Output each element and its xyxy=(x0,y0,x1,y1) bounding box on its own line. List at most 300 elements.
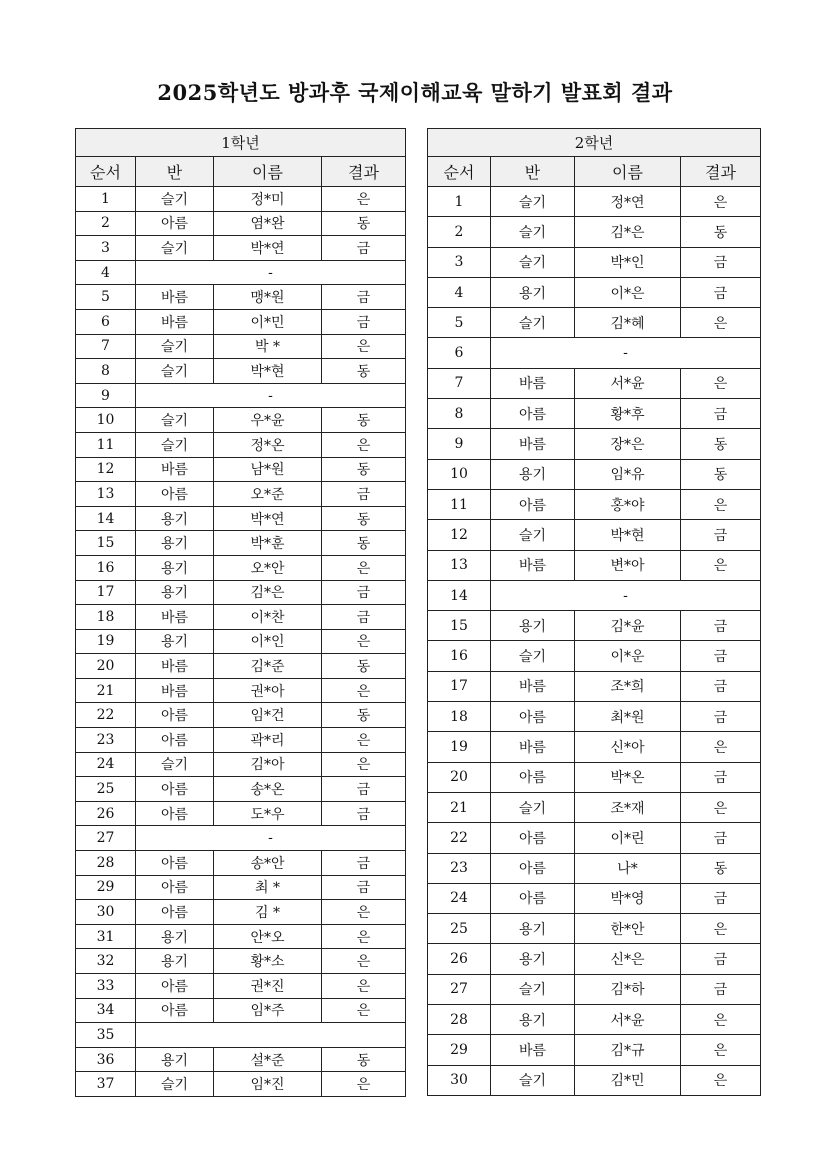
table-row xyxy=(76,924,406,949)
cell-absent: - xyxy=(136,826,406,851)
cell-class: 아름 xyxy=(136,801,214,826)
cell-name: 임*진 xyxy=(214,1072,322,1097)
cell-result: 금 xyxy=(681,399,761,429)
cell-class: 슬기 xyxy=(491,520,575,550)
table-row xyxy=(76,703,406,728)
cell-class: 바름 xyxy=(491,429,575,459)
cell-result: 금 xyxy=(322,777,406,802)
cell-order: 11 xyxy=(76,432,136,457)
table-row xyxy=(76,801,406,826)
cell-order: 13 xyxy=(76,482,136,507)
cell-result: 금 xyxy=(322,875,406,900)
table-row xyxy=(76,900,406,925)
cell-name: 최*원 xyxy=(575,702,681,732)
cell-class: 슬기 xyxy=(491,247,575,277)
table-row xyxy=(428,853,761,883)
cell-result: 은 xyxy=(681,914,761,944)
cell-class: 아름 xyxy=(491,883,575,913)
cell-order: 7 xyxy=(76,334,136,359)
cell-name: 박 * xyxy=(214,334,322,359)
cell-name: 남*원 xyxy=(214,457,322,482)
cell-name: 황*소 xyxy=(214,949,322,974)
cell-result: 은 xyxy=(322,555,406,580)
cell-name: 이*운 xyxy=(575,641,681,671)
cell-class: 바름 xyxy=(136,457,214,482)
cell-order: 12 xyxy=(428,520,491,550)
grade-caption: 2학년 xyxy=(428,129,761,157)
cell-order: 35 xyxy=(76,1023,136,1048)
cell-result: 금 xyxy=(322,309,406,334)
cell-order: 27 xyxy=(76,826,136,851)
cell-order: 16 xyxy=(428,641,491,671)
table-row xyxy=(428,580,761,610)
table-row xyxy=(428,792,761,822)
column-header-name: 이름 xyxy=(214,157,322,187)
table-row xyxy=(428,671,761,701)
table-row xyxy=(76,851,406,876)
cell-name: 곽*리 xyxy=(214,728,322,753)
cell-result: 금 xyxy=(681,247,761,277)
cell-result: 동 xyxy=(681,429,761,459)
cell-class: 용기 xyxy=(136,949,214,974)
cell-class: 아름 xyxy=(491,399,575,429)
cell-order: 11 xyxy=(428,489,491,519)
cell-order: 5 xyxy=(428,308,491,338)
cell-class: 용기 xyxy=(491,277,575,307)
cell-result: 금 xyxy=(322,801,406,826)
cell-result: 은 xyxy=(322,1072,406,1097)
cell-name: 박*온 xyxy=(575,762,681,792)
cell-absent: - xyxy=(136,383,406,408)
cell-order: 19 xyxy=(76,629,136,654)
cell-result: 동 xyxy=(322,211,406,236)
cell-result: 은 xyxy=(681,308,761,338)
cell-name: 도*우 xyxy=(214,801,322,826)
cell-order: 13 xyxy=(428,550,491,580)
cell-name: 권*진 xyxy=(214,974,322,999)
cell-order: 3 xyxy=(76,236,136,261)
cell-name: 김*혜 xyxy=(575,308,681,338)
table-row xyxy=(76,260,406,285)
cell-class: 아름 xyxy=(136,703,214,728)
cell-order: 15 xyxy=(428,611,491,641)
cell-name: 최 * xyxy=(214,875,322,900)
table-row xyxy=(428,399,761,429)
cell-order: 37 xyxy=(76,1072,136,1097)
cell-class: 아름 xyxy=(491,823,575,853)
cell-class: 바름 xyxy=(136,285,214,310)
cell-absent: - xyxy=(136,260,406,285)
cell-class: 아름 xyxy=(136,777,214,802)
cell-result: 동 xyxy=(681,217,761,247)
cell-class: 슬기 xyxy=(136,432,214,457)
table-row xyxy=(76,408,406,433)
cell-name: 김*준 xyxy=(214,654,322,679)
cell-result: 금 xyxy=(681,702,761,732)
cell-order: 36 xyxy=(76,1047,136,1072)
table-row xyxy=(76,309,406,334)
cell-result: 금 xyxy=(681,883,761,913)
cell-result: 은 xyxy=(322,678,406,703)
cell-class: 아름 xyxy=(491,702,575,732)
table-row xyxy=(428,974,761,1004)
cell-class: 아름 xyxy=(136,875,214,900)
cell-name: 이*찬 xyxy=(214,605,322,630)
cell-class: 바름 xyxy=(491,550,575,580)
cell-order: 23 xyxy=(428,853,491,883)
cell-order: 4 xyxy=(428,277,491,307)
cell-class: 바름 xyxy=(136,309,214,334)
cell-name: 박*인 xyxy=(575,247,681,277)
cell-class: 슬기 xyxy=(491,792,575,822)
cell-name: 박*연 xyxy=(214,236,322,261)
cell-order: 14 xyxy=(428,580,491,610)
table-row xyxy=(76,359,406,384)
column-header-result: 결과 xyxy=(681,157,761,187)
cell-result: 은 xyxy=(322,187,406,212)
cell-order: 10 xyxy=(428,459,491,489)
cell-class: 용기 xyxy=(136,531,214,556)
cell-name: 김 * xyxy=(214,900,322,925)
cell-class: 용기 xyxy=(491,914,575,944)
cell-class: 아름 xyxy=(136,482,214,507)
table-row xyxy=(428,489,761,519)
cell-class: 용기 xyxy=(491,611,575,641)
cell-order: 29 xyxy=(76,875,136,900)
cell-order: 7 xyxy=(428,368,491,398)
table-caption-row xyxy=(428,129,761,157)
cell-order: 8 xyxy=(428,399,491,429)
cell-class: 슬기 xyxy=(491,641,575,671)
table-row xyxy=(76,752,406,777)
table-row xyxy=(428,944,761,974)
cell-class: 바름 xyxy=(491,732,575,762)
cell-name: 김*규 xyxy=(575,1035,681,1065)
cell-order: 6 xyxy=(428,338,491,368)
cell-name: 임*유 xyxy=(575,459,681,489)
cell-result: 금 xyxy=(322,285,406,310)
table-row xyxy=(428,702,761,732)
cell-order: 8 xyxy=(76,359,136,384)
cell-order: 20 xyxy=(76,654,136,679)
cell-order: 1 xyxy=(76,187,136,212)
cell-result: 은 xyxy=(322,900,406,925)
cell-name: 김*은 xyxy=(575,217,681,247)
cell-class: 용기 xyxy=(491,1005,575,1035)
cell-order: 18 xyxy=(76,605,136,630)
cell-class: 용기 xyxy=(136,506,214,531)
cell-result: 은 xyxy=(322,728,406,753)
cell-class: 아름 xyxy=(136,728,214,753)
cell-name: 박*연 xyxy=(214,506,322,531)
cell-order: 18 xyxy=(428,702,491,732)
cell-order: 21 xyxy=(76,678,136,703)
cell-class: 슬기 xyxy=(136,1072,214,1097)
cell-order: 5 xyxy=(76,285,136,310)
cell-order: 34 xyxy=(76,998,136,1023)
cell-result: 은 xyxy=(681,368,761,398)
cell-name: 신*은 xyxy=(575,944,681,974)
cell-class: 용기 xyxy=(136,580,214,605)
cell-name: 박*영 xyxy=(575,883,681,913)
cell-order: 2 xyxy=(428,217,491,247)
cell-order: 6 xyxy=(76,309,136,334)
cell-class: 슬기 xyxy=(136,752,214,777)
cell-name: 설*준 xyxy=(214,1047,322,1072)
cell-result: 금 xyxy=(681,641,761,671)
cell-name: 박*훈 xyxy=(214,531,322,556)
column-header-class: 반 xyxy=(136,157,214,187)
cell-name: 맹*원 xyxy=(214,285,322,310)
cell-result: 은 xyxy=(681,792,761,822)
table-row xyxy=(76,211,406,236)
table-row xyxy=(76,1072,406,1097)
table-row xyxy=(428,429,761,459)
cell-order: 23 xyxy=(76,728,136,753)
cell-name: 김*은 xyxy=(214,580,322,605)
cell-name: 홍*야 xyxy=(575,489,681,519)
cell-name: 박*현 xyxy=(575,520,681,550)
cell-absent: - xyxy=(491,338,761,368)
table-row xyxy=(76,875,406,900)
cell-class: 슬기 xyxy=(491,187,575,217)
cell-result: 은 xyxy=(681,187,761,217)
table-row xyxy=(76,334,406,359)
cell-result: 금 xyxy=(681,974,761,1004)
cell-name: 오*안 xyxy=(214,555,322,580)
cell-result: 금 xyxy=(681,762,761,792)
table-row xyxy=(428,823,761,853)
table-row xyxy=(428,338,761,368)
cell-result: 은 xyxy=(681,1005,761,1035)
cell-class: 바름 xyxy=(136,654,214,679)
cell-result: 은 xyxy=(322,752,406,777)
table-row xyxy=(428,217,761,247)
cell-name: 정*미 xyxy=(214,187,322,212)
cell-order: 4 xyxy=(76,260,136,285)
cell-order: 33 xyxy=(76,974,136,999)
cell-name: 김*윤 xyxy=(575,611,681,641)
cell-class: 바름 xyxy=(491,671,575,701)
column-header-row xyxy=(76,157,406,187)
cell-result: 은 xyxy=(322,924,406,949)
table-row xyxy=(76,236,406,261)
cell-name: 조*희 xyxy=(575,671,681,701)
page-title: 2025학년도 방과후 국제이해교육 말하기 발표회 결과 xyxy=(157,80,673,105)
cell-class: 슬기 xyxy=(136,236,214,261)
table-row xyxy=(76,728,406,753)
table-row xyxy=(76,432,406,457)
table-row xyxy=(76,998,406,1023)
table-row xyxy=(428,641,761,671)
cell-name: 이*린 xyxy=(575,823,681,853)
table-caption-row xyxy=(76,129,406,157)
cell-order: 30 xyxy=(76,900,136,925)
table-row xyxy=(76,555,406,580)
table-row xyxy=(428,459,761,489)
cell-name: 김*하 xyxy=(575,974,681,1004)
cell-name: 안*오 xyxy=(214,924,322,949)
cell-result: 금 xyxy=(322,482,406,507)
cell-class: 용기 xyxy=(136,629,214,654)
cell-name: 조*재 xyxy=(575,792,681,822)
cell-order: 14 xyxy=(76,506,136,531)
cell-name: 박*현 xyxy=(214,359,322,384)
cell-class: 아름 xyxy=(136,211,214,236)
cell-name: 권*아 xyxy=(214,678,322,703)
table-row xyxy=(76,531,406,556)
cell-name: 염*완 xyxy=(214,211,322,236)
cell-order: 21 xyxy=(428,792,491,822)
cell-name: 송*안 xyxy=(214,851,322,876)
cell-name: 이*은 xyxy=(575,277,681,307)
table-row xyxy=(76,1047,406,1072)
table-row xyxy=(428,914,761,944)
cell-result: 동 xyxy=(322,1047,406,1072)
table-row xyxy=(76,482,406,507)
cell-result: 금 xyxy=(681,611,761,641)
table-row xyxy=(76,1023,406,1048)
cell-name: 정*연 xyxy=(575,187,681,217)
cell-class: 바름 xyxy=(136,605,214,630)
cell-class: 슬기 xyxy=(491,217,575,247)
cell-class: 슬기 xyxy=(136,187,214,212)
cell-result: 은 xyxy=(681,550,761,580)
cell-order: 26 xyxy=(428,944,491,974)
cell-class: 아름 xyxy=(136,900,214,925)
cell-result: 금 xyxy=(322,580,406,605)
cell-order: 9 xyxy=(428,429,491,459)
cell-class: 아름 xyxy=(491,489,575,519)
cell-order: 28 xyxy=(428,1005,491,1035)
cell-result: 금 xyxy=(681,671,761,701)
cell-order: 20 xyxy=(428,762,491,792)
table-row xyxy=(428,308,761,338)
table-row xyxy=(428,247,761,277)
cell-order: 32 xyxy=(76,949,136,974)
cell-class: 슬기 xyxy=(491,1065,575,1095)
table-row xyxy=(428,1005,761,1035)
table-row xyxy=(428,732,761,762)
table-row xyxy=(76,580,406,605)
cell-order: 27 xyxy=(428,974,491,1004)
cell-name: 우*윤 xyxy=(214,408,322,433)
cell-result: 금 xyxy=(681,944,761,974)
column-header-row xyxy=(428,157,761,187)
cell-class: 아름 xyxy=(136,851,214,876)
cell-order: 2 xyxy=(76,211,136,236)
column-header-order: 순서 xyxy=(76,157,136,187)
cell-result: 동 xyxy=(322,457,406,482)
cell-result: 동 xyxy=(322,408,406,433)
cell-order: 26 xyxy=(76,801,136,826)
cell-result: 은 xyxy=(322,629,406,654)
cell-class: 슬기 xyxy=(136,408,214,433)
cell-result: 동 xyxy=(322,654,406,679)
cell-order: 25 xyxy=(428,914,491,944)
cell-order: 15 xyxy=(76,531,136,556)
table-row xyxy=(428,277,761,307)
cell-class: 아름 xyxy=(491,762,575,792)
cell-result: 금 xyxy=(681,823,761,853)
table-row xyxy=(76,506,406,531)
table-row xyxy=(428,1035,761,1065)
cell-order: 1 xyxy=(428,187,491,217)
cell-result: 금 xyxy=(322,851,406,876)
cell-absent xyxy=(136,1023,406,1048)
table-row xyxy=(76,974,406,999)
cell-name: 송*온 xyxy=(214,777,322,802)
cell-class: 바름 xyxy=(136,678,214,703)
table-row xyxy=(428,1065,761,1095)
cell-name: 정*온 xyxy=(214,432,322,457)
cell-class: 슬기 xyxy=(491,974,575,1004)
table-row xyxy=(428,611,761,641)
cell-order: 16 xyxy=(76,555,136,580)
table-row xyxy=(428,520,761,550)
cell-order: 10 xyxy=(76,408,136,433)
cell-result: 은 xyxy=(322,432,406,457)
cell-order: 24 xyxy=(428,883,491,913)
cell-order: 25 xyxy=(76,777,136,802)
cell-result: 은 xyxy=(322,998,406,1023)
table-row xyxy=(76,949,406,974)
cell-name: 서*윤 xyxy=(575,368,681,398)
cell-name: 나* xyxy=(575,853,681,883)
cell-result: 은 xyxy=(681,732,761,762)
cell-class: 아름 xyxy=(491,853,575,883)
cell-order: 17 xyxy=(76,580,136,605)
column-header-order: 순서 xyxy=(428,157,491,187)
cell-order: 17 xyxy=(428,671,491,701)
cell-class: 용기 xyxy=(136,924,214,949)
cell-absent: - xyxy=(491,580,761,610)
column-header-class: 반 xyxy=(491,157,575,187)
column-header-name: 이름 xyxy=(575,157,681,187)
cell-name: 신*아 xyxy=(575,732,681,762)
cell-result: 동 xyxy=(322,359,406,384)
cell-class: 슬기 xyxy=(491,308,575,338)
cell-result: 은 xyxy=(322,334,406,359)
cell-order: 22 xyxy=(428,823,491,853)
cell-class: 바름 xyxy=(491,368,575,398)
table-row xyxy=(76,826,406,851)
cell-class: 용기 xyxy=(491,459,575,489)
table-row xyxy=(76,629,406,654)
table-row xyxy=(76,654,406,679)
table-row xyxy=(428,883,761,913)
table-row xyxy=(76,383,406,408)
cell-name: 김*아 xyxy=(214,752,322,777)
table-row xyxy=(76,777,406,802)
table-row xyxy=(76,678,406,703)
cell-order: 30 xyxy=(428,1065,491,1095)
cell-class: 슬기 xyxy=(136,359,214,384)
cell-order: 22 xyxy=(76,703,136,728)
cell-name: 황*후 xyxy=(575,399,681,429)
cell-result: 동 xyxy=(322,506,406,531)
cell-result: 금 xyxy=(681,277,761,307)
cell-class: 용기 xyxy=(136,1047,214,1072)
cell-result: 은 xyxy=(322,949,406,974)
cell-name: 이*인 xyxy=(214,629,322,654)
table-row xyxy=(428,368,761,398)
table-row xyxy=(76,457,406,482)
column-header-result: 결과 xyxy=(322,157,406,187)
cell-name: 장*은 xyxy=(575,429,681,459)
cell-result: 금 xyxy=(681,520,761,550)
table-row xyxy=(428,762,761,792)
